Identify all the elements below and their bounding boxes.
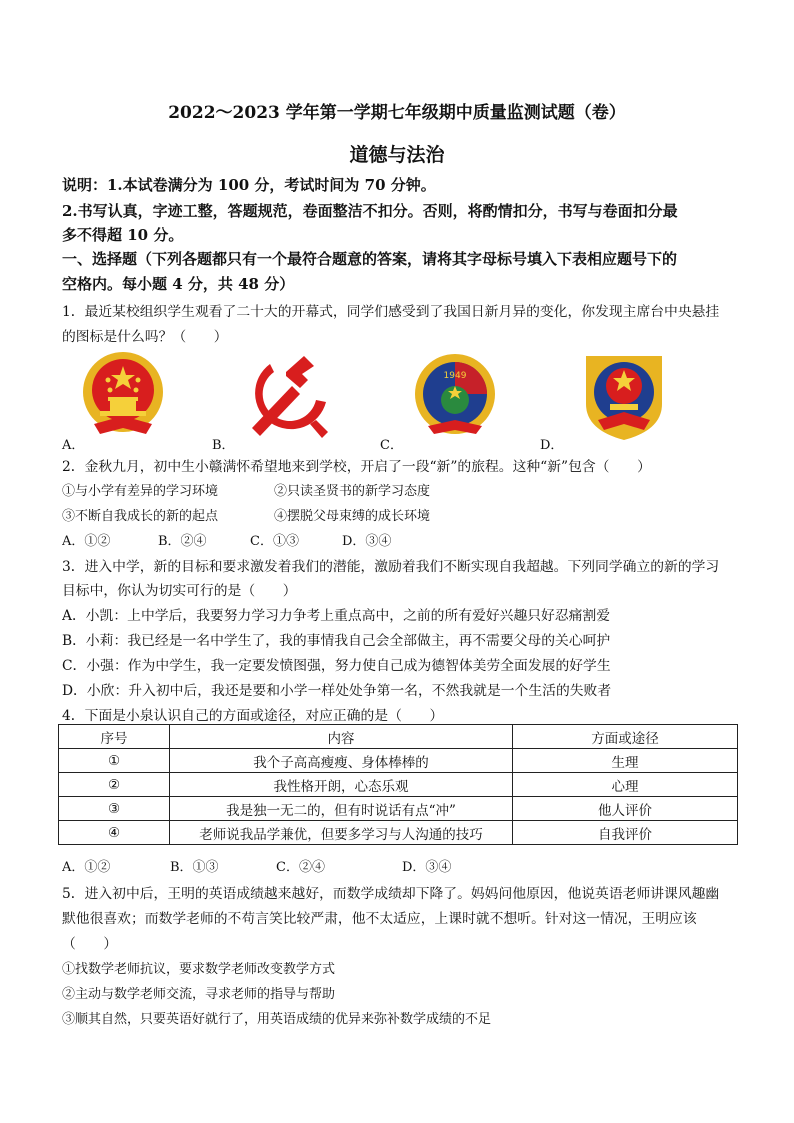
table-cell: 自我评价 [513, 821, 738, 845]
exam-title: 2022～2023 学年第一学期七年级期中质量监测试题（卷） [168, 103, 626, 123]
q2-item-3: ③不断自我成长的新的起点 [62, 509, 219, 524]
table-cell: 我性格开朗，心态乐观 [170, 773, 513, 797]
table-cell: 心理 [513, 773, 738, 797]
q5-stem-line-2: 默他很喜欢；而数学老师的不苟言笑比较严肃，他不太适应，上课时就不想听。针对这一情况，王明应该 [62, 911, 697, 927]
q4-option-d: D．③④ [402, 860, 452, 875]
table-cell: 生理 [513, 749, 738, 773]
table-row [59, 749, 738, 773]
q4-option-b: B．①③ [170, 860, 219, 875]
q1-option-a-label: A． [62, 438, 85, 453]
table-cell: ② [59, 773, 170, 797]
section-heading-1: 一、选择题（下列各题都只有一个最符合题意的答案，请将其字母标号填入下表相应题号下的 [62, 250, 678, 268]
col-header-index: 序号 [59, 725, 170, 749]
q3-stem-line-2: 目标中，你认为切实可行的是（ ） [62, 583, 297, 599]
instructions-line-3: 多不得超 10 分。 [62, 226, 184, 244]
q5-item-2: ②主动与数学老师交流，寻求老师的指导与帮助 [62, 987, 336, 1002]
q1-option-c-label: C． [380, 438, 403, 453]
table-cell: ① [59, 749, 170, 773]
q2-option-b: B．②④ [158, 534, 207, 549]
table-cell: ④ [59, 821, 170, 845]
q4-stem: 4．下面是小泉认识自己的方面或途径，对应正确的是（ ） [62, 708, 444, 724]
q5-stem-line-3: （ ） [62, 936, 118, 952]
q3-option-c: C．小强：作为中学生，我一定要发愤图强，努力使自己成为德智体美劳全面发展的好学生 [62, 658, 611, 674]
cppcc-emblem-icon [412, 350, 498, 442]
col-header-content: 内容 [170, 725, 513, 749]
table-row [59, 821, 738, 845]
section-heading-2: 空格内。每小题 4 分，共 48 分） [62, 275, 295, 293]
q1-stem-line-2: 的图标是什么吗？（ ） [62, 329, 228, 345]
q1-stem-line-1: 1．最近某校组织学生观看了二十大的开幕式，同学们感受到了我国日新月异的变化，你发现主席台中央悬挂 [62, 304, 720, 320]
table-cell: 老师说我品学兼优，但要多学习与人沟通的技巧 [170, 821, 513, 845]
q2-stem: 2．金秋九月，初中生小赣满怀希望地来到学校，开启了一段“新”的旅程。这种“新”包含（ ） [62, 459, 651, 475]
q5-item-1: ①找数学老师抗议，要求数学老师改变教学方式 [62, 962, 336, 977]
q4-options [62, 856, 742, 875]
table-row [59, 773, 738, 797]
table-header-row [59, 725, 738, 749]
q3-stem-line-1: 3．进入中学，新的目标和要求激发着我们的潜能，激励着我们不断实现自我超越。下列同学确立的新的学习 [62, 559, 720, 575]
q2-items-row-1 [62, 480, 742, 499]
q1-option-d-label: D． [540, 438, 564, 453]
table-cell: 我个子高高瘦瘦、身体棒棒的 [170, 749, 513, 773]
instructions-line-1: 说明：1.本试卷满分为 100 分，考试时间为 70 分钟。 [62, 176, 436, 194]
q4-table [58, 724, 738, 845]
q2-items-row-2 [62, 505, 742, 524]
q2-item-4: ④摆脱父母束缚的成长环境 [274, 509, 431, 524]
q4-option-c: C．②④ [276, 860, 325, 875]
q2-options [62, 530, 742, 549]
q3-option-b: B．小莉：我已经是一名中学生了，我的事情我自己会全部做主，再不需要父母的关心呵护 [62, 633, 611, 649]
q4-option-a: A．①② [62, 860, 111, 875]
q5-item-3: ③顺其自然，只要英语好就行了，用英语成绩的优异来弥补数学成绩的不足 [62, 1012, 492, 1027]
q3-option-d: D．小欣：升入初中后，我还是要和小学一样处处争第一名，不然我就是一个生活的失败者 [62, 683, 612, 699]
q5-stem-line-1: 5．进入初中后，王明的英语成绩越来越好，而数学成绩却下降了。妈妈问他原因，他说英语老师讲课风趣幽 [62, 886, 720, 902]
q3-option-a: A．小凯：上中学后，我要努力学习力争考上重点高中，之前的所有爱好兴趣只好忍痛割爱 [62, 608, 611, 624]
q2-item-2: ②只读圣贤书的新学习态度 [274, 484, 431, 499]
subject-title: 道德与法治 [349, 144, 445, 166]
table-cell: ③ [59, 797, 170, 821]
instructions-line-2: 2.书写认真，字迹工整，答题规范，卷面整洁不扣分。否则，将酌情扣分，书写与卷面扣分最 [62, 202, 678, 220]
table-cell: 他人评价 [513, 797, 738, 821]
q2-option-c: C．①③ [250, 534, 299, 549]
party-flag-icon [242, 350, 334, 442]
police-emblem-icon [574, 350, 674, 442]
cppcc-year: 1949 [443, 371, 467, 381]
q2-item-1: ①与小学有差异的学习环境 [62, 484, 219, 499]
col-header-aspect: 方面或途径 [513, 725, 738, 749]
national-emblem-icon [80, 350, 166, 442]
q1-options [62, 350, 742, 453]
table-cell: 我是独一无二的，但有时说话有点“冲” [170, 797, 513, 821]
q1-option-b-label: B． [212, 438, 235, 453]
q2-option-a: A．①② [62, 534, 111, 549]
q2-option-d: D．③④ [342, 534, 392, 549]
table-row [59, 797, 738, 821]
